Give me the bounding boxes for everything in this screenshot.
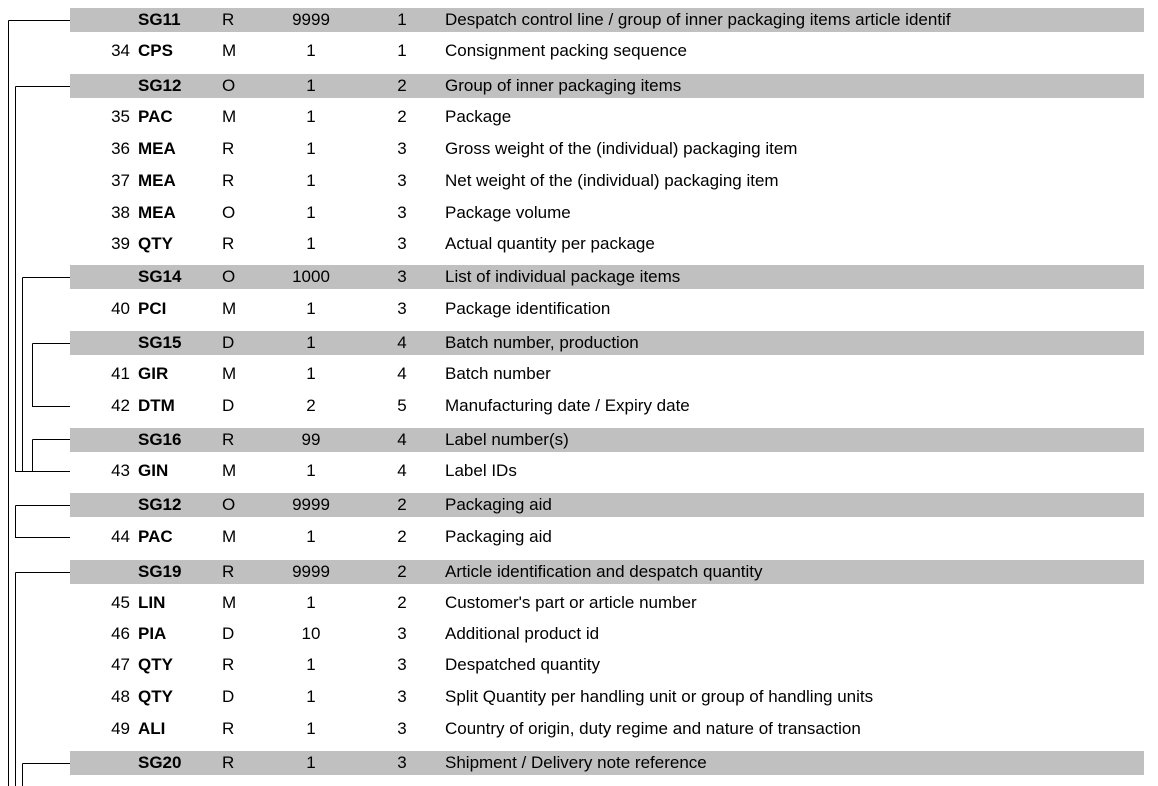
nesting-level: 3 <box>397 139 407 158</box>
segment-description: Country of origin, duty regime and nature of transaction <box>445 719 861 738</box>
status-code: R <box>222 10 235 29</box>
segment-group-row <box>0 560 1158 584</box>
row-position-number: 35 <box>111 107 130 126</box>
segment-row <box>0 232 1158 256</box>
segment-row <box>0 297 1158 321</box>
segment-tag: MEA <box>138 171 176 190</box>
segment-description: List of individual package items <box>445 267 681 286</box>
nesting-level: 3 <box>397 655 407 674</box>
nesting-level: 2 <box>397 527 407 546</box>
segment-description: Label IDs <box>445 461 517 480</box>
segment-tag: QTY <box>138 687 173 706</box>
row-position-number: 49 <box>111 719 130 738</box>
row-position-number: 47 <box>111 655 130 674</box>
row-position-number: 43 <box>111 461 130 480</box>
segment-tag: PAC <box>138 107 173 126</box>
nesting-level: 5 <box>397 396 407 415</box>
segment-description: Actual quantity per package <box>445 234 655 253</box>
segment-tag: MEA <box>138 203 176 222</box>
row-position-number <box>96 493 130 517</box>
row-position-number: 42 <box>111 396 130 415</box>
row-position-number: 46 <box>111 624 130 643</box>
segment-row <box>0 105 1158 129</box>
row-position-number <box>96 74 130 98</box>
segment-description: Packaging aid <box>445 527 552 546</box>
segment-tag: PCI <box>138 299 167 318</box>
row-position-number: 36 <box>111 139 130 158</box>
segment-row <box>0 459 1158 483</box>
nesting-level: 2 <box>397 495 407 514</box>
status-code: M <box>222 364 237 383</box>
nesting-level: 3 <box>397 171 407 190</box>
segment-tag: DTM <box>138 396 175 415</box>
nesting-level: 3 <box>397 299 407 318</box>
status-code: M <box>222 41 237 60</box>
nesting-level: 4 <box>397 364 407 383</box>
segment-row <box>0 525 1158 549</box>
status-code: M <box>222 107 237 126</box>
segment-description: Package identification <box>445 299 611 318</box>
row-position-number: 38 <box>111 203 130 222</box>
segment-description: Packaging aid <box>445 495 552 514</box>
segment-tag: SG14 <box>138 267 182 286</box>
segment-row <box>0 137 1158 161</box>
max-repeat: 9999 <box>292 10 330 29</box>
nesting-level: 4 <box>397 333 407 352</box>
nesting-level: 4 <box>397 461 407 480</box>
segment-description: Package <box>445 107 512 126</box>
segment-description: Manufacturing date / Expiry date <box>445 396 690 415</box>
segment-description: Net weight of the (individual) packaging item <box>445 171 779 190</box>
segment-row <box>0 169 1158 193</box>
max-repeat: 1 <box>306 203 316 222</box>
segment-group-row <box>0 74 1158 98</box>
segment-row <box>0 591 1158 615</box>
segment-row <box>0 685 1158 709</box>
status-code: R <box>222 562 235 581</box>
max-repeat: 9999 <box>292 495 330 514</box>
segment-group-row <box>0 751 1158 775</box>
row-position-number: 37 <box>111 171 130 190</box>
segment-description: Additional product id <box>445 624 600 643</box>
max-repeat: 1 <box>306 107 316 126</box>
segment-tag: MEA <box>138 139 176 158</box>
nesting-level: 3 <box>397 624 407 643</box>
segment-description: Article identification and despatch quantity <box>445 562 763 581</box>
max-repeat: 1 <box>306 171 316 190</box>
nesting-level: 3 <box>397 203 407 222</box>
max-repeat: 1 <box>306 753 316 772</box>
max-repeat: 1 <box>306 593 316 612</box>
segment-tag: GIN <box>138 461 169 480</box>
status-code: R <box>222 234 235 253</box>
segment-description: Batch number <box>445 364 551 383</box>
segment-row <box>0 39 1158 63</box>
row-position-number: 41 <box>111 364 130 383</box>
segment-group-row <box>0 8 1158 32</box>
segment-group-row <box>0 493 1158 517</box>
segment-tag: PAC <box>138 527 173 546</box>
status-code: M <box>222 299 237 318</box>
nesting-level: 2 <box>397 76 407 95</box>
max-repeat: 1 <box>306 687 316 706</box>
status-code: M <box>222 593 237 612</box>
segment-row <box>0 622 1158 646</box>
segment-tag: SG11 <box>138 10 181 29</box>
max-repeat: 1 <box>306 234 316 253</box>
status-code: D <box>222 333 235 352</box>
row-position-number <box>96 751 130 775</box>
segment-description: Label number(s) <box>445 430 569 449</box>
max-repeat: 1 <box>306 41 316 60</box>
segment-tag: ALI <box>138 719 166 738</box>
row-position-number: 40 <box>111 299 130 318</box>
segment-tag: SG12 <box>138 76 182 95</box>
max-repeat: 1 <box>306 299 316 318</box>
segment-description: Shipment / Delivery note reference <box>445 753 707 772</box>
max-repeat: 1 <box>306 655 316 674</box>
segment-description: Package volume <box>445 203 571 222</box>
nesting-level: 2 <box>397 593 407 612</box>
segment-row <box>0 717 1158 741</box>
nesting-level: 3 <box>397 719 407 738</box>
max-repeat: 1 <box>306 76 316 95</box>
segment-row <box>0 394 1158 418</box>
nesting-level: 4 <box>397 430 407 449</box>
max-repeat: 1 <box>306 527 316 546</box>
max-repeat: 1 <box>306 139 316 158</box>
max-repeat: 99 <box>301 430 321 449</box>
nesting-level: 2 <box>397 562 407 581</box>
max-repeat: 1 <box>306 719 316 738</box>
row-position-number: 44 <box>111 527 130 546</box>
segment-description: Gross weight of the (individual) packaging item <box>445 139 798 158</box>
row-position-number <box>96 428 130 452</box>
nesting-level: 3 <box>397 234 407 253</box>
segment-row <box>0 653 1158 677</box>
status-code: R <box>222 719 235 738</box>
status-code: R <box>222 171 235 190</box>
segment-description: Despatch control line / group of inner packaging items article identif <box>445 10 951 29</box>
segment-group-row <box>0 428 1158 452</box>
segment-description: Group of inner packaging items <box>445 76 682 95</box>
row-position-number <box>96 8 130 32</box>
segment-description: Consignment packing sequence <box>445 41 687 60</box>
status-code: D <box>222 687 235 706</box>
segment-description: Batch number, production <box>445 333 639 352</box>
status-code: O <box>222 203 236 222</box>
segment-tag: SG15 <box>138 333 182 352</box>
row-position-number <box>96 265 130 289</box>
row-position-number <box>96 560 130 584</box>
segment-tag: SG16 <box>138 430 182 449</box>
max-repeat: 2 <box>306 396 316 415</box>
segment-description: Despatched quantity <box>445 655 600 674</box>
segment-tag: CPS <box>138 41 173 60</box>
status-code: O <box>222 76 236 95</box>
status-code: M <box>222 461 237 480</box>
segment-tag: SG20 <box>138 753 182 772</box>
nesting-level: 2 <box>397 107 407 126</box>
segment-tag: SG19 <box>138 562 182 581</box>
nesting-level: 3 <box>397 687 407 706</box>
segment-tag: LIN <box>138 593 166 612</box>
segment-tag: SG12 <box>138 495 182 514</box>
status-code: R <box>222 753 235 772</box>
row-position-number: 48 <box>111 687 130 706</box>
max-repeat: 10 <box>301 624 321 643</box>
row-position-number <box>96 331 130 355</box>
segment-description: Split Quantity per handling unit or group of handling units <box>445 687 874 706</box>
segment-row <box>0 362 1158 386</box>
segment-group-row <box>0 331 1158 355</box>
status-code: R <box>222 139 235 158</box>
segment-tag: GIR <box>138 364 169 383</box>
status-code: M <box>222 527 237 546</box>
nesting-level: 1 <box>397 10 407 29</box>
status-code: D <box>222 624 235 643</box>
segment-description: Customer's part or article number <box>445 593 697 612</box>
max-repeat: 1 <box>306 364 316 383</box>
segment-tag: QTY <box>138 655 173 674</box>
max-repeat: 1 <box>306 461 316 480</box>
nesting-level: 3 <box>397 753 407 772</box>
segment-tag: PIA <box>138 624 167 643</box>
row-position-number: 45 <box>111 593 130 612</box>
max-repeat: 1 <box>306 333 316 352</box>
max-repeat: 9999 <box>292 562 330 581</box>
segment-group-row <box>0 265 1158 289</box>
max-repeat: 1000 <box>292 267 330 286</box>
row-position-number: 34 <box>111 41 130 60</box>
status-code: R <box>222 655 235 674</box>
segment-tag: QTY <box>138 234 173 253</box>
status-code: O <box>222 495 236 514</box>
nesting-level: 1 <box>397 41 407 60</box>
segment-row <box>0 201 1158 225</box>
row-position-number: 39 <box>111 234 130 253</box>
nesting-level: 3 <box>397 267 407 286</box>
status-code: R <box>222 430 235 449</box>
status-code: D <box>222 396 235 415</box>
status-code: O <box>222 267 236 286</box>
